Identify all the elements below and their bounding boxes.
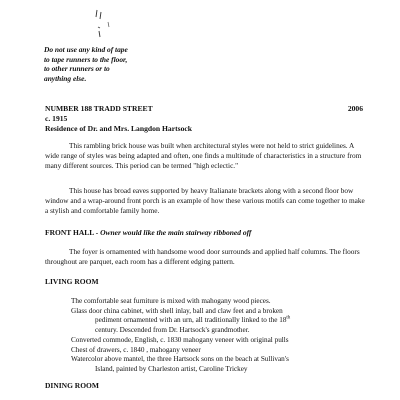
instruction-note	[44, 45, 244, 83]
item-line: Converted commode, English, c. 1830 mahogany veneer with original pulls	[71, 335, 289, 344]
intro-paragraph	[45, 141, 369, 170]
item-line: Island, painted by Charleston artist, Caroline Trickey	[95, 364, 248, 373]
note-line: to other runners or to	[44, 64, 110, 74]
front-hall-title: FRONT HALL	[45, 228, 94, 237]
ordinal-suffix: th	[286, 316, 291, 322]
handwritten-marks	[88, 6, 118, 38]
dining-room-title: DINING ROOM	[45, 381, 99, 390]
description-paragraph	[45, 186, 369, 215]
foyer-text: The foyer is ornamented with handsome wood door surrounds and applied half columns. The floors throughout are parquet, each room has a different edging pattern.	[45, 247, 360, 266]
foyer-paragraph	[45, 247, 369, 267]
description-text: This house has broad eaves supported by heavy Italianate brackets along with a second floor bow window and a wrap-around front porch is an example of how these various motifs can come together to make a stylish and comfortable family home.	[45, 186, 365, 215]
living-room-items	[71, 297, 376, 375]
living-room-heading	[45, 277, 99, 287]
intro-text: This rambling brick house was built when architectural styles were not held to strict guidelines. A wide range of styles was being adapted and often, one finds a multitude of characteristics in a structure from many different sources. This period can be termed "high eclectic."	[45, 141, 362, 170]
document-year: 2006	[347, 104, 363, 113]
living-room-title: LIVING ROOM	[45, 277, 99, 286]
item-line: Watercolor above mantel, the three Hartsock sons on the beach at Sullivan's	[71, 355, 289, 364]
property-date: c. 1915	[45, 113, 68, 123]
front-hall-note: - Owner would like the main stairway ribboned off	[95, 228, 252, 237]
property-heading	[45, 104, 365, 133]
item-line: Chest of drawers, c. 1840 , mahogany veneer	[71, 345, 201, 354]
item-line: pediment ornamented with an urn, all traditionally linked to the 18th	[95, 316, 291, 325]
item-line: Glass door china cabinet, with shell inlay, ball and claw feet and a broken	[71, 306, 283, 315]
note-line: Do not use any kind of tape	[44, 45, 128, 54]
item-line: The comfortable seat furniture is mixed with mahogany wood pieces.	[71, 297, 271, 305]
list-item	[71, 297, 376, 307]
front-hall-heading	[45, 228, 251, 238]
dining-room-heading	[45, 381, 99, 391]
note-line: to tape runners to the floor,	[44, 54, 128, 64]
list-item	[71, 336, 376, 346]
list-item	[71, 307, 376, 336]
list-item	[71, 355, 376, 374]
item-line: century. Descended from Dr. Hartsock's grandmother.	[95, 326, 250, 335]
property-address: NUMBER 188 TRADD STREET	[45, 104, 153, 113]
residence-owner: Residence of Dr. and Mrs. Langdon Hartsock	[45, 123, 192, 133]
note-line: anything else.	[44, 73, 87, 83]
list-item	[71, 346, 376, 356]
